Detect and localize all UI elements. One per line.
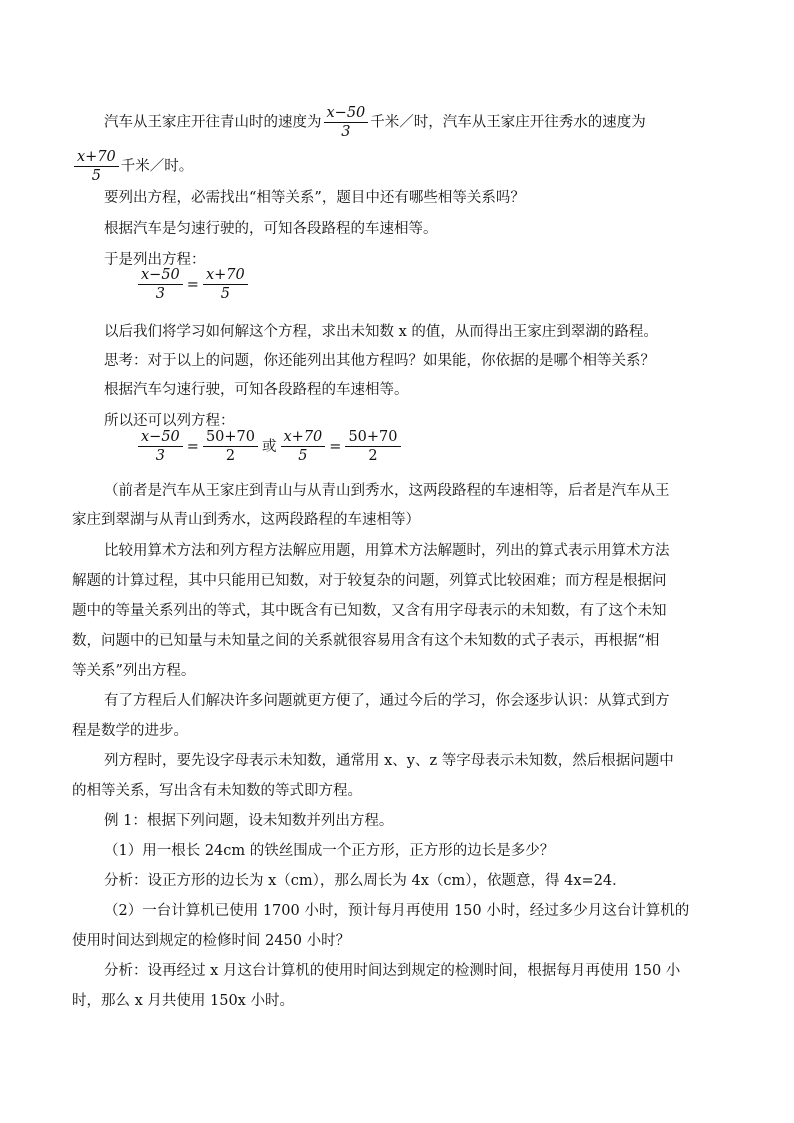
method-line-1: 列方程时，要先设字母表示未知数，通常用 x、y、z 等字母表示未知数，然后根据问题中 bbox=[104, 753, 674, 769]
example-analysis-2-line-1: 分析：设再经过 x 月这台计算机的使用时间达到规定的检测时间，根据每月再使用 150 小 bbox=[104, 963, 681, 979]
speed-text-b: 千米／时，汽车从王家庄开往秀水的速度为 bbox=[370, 114, 646, 131]
compare-line-3: 题中的等量关系列出的等式，其中既含有已知数，又含有用字母表示的未知数，有了这个未知 bbox=[72, 603, 667, 619]
eq2-equals-2: = bbox=[329, 438, 342, 455]
fraction-x-plus-70-over-5: $\frac{x+70}{5}$ bbox=[74, 148, 119, 185]
eq1-right-fraction: $\frac{x+70}{5}$ bbox=[203, 266, 248, 303]
paragraph-uniform-speed: 根据汽车是匀速行驶的，可知各段路程的车速相等。 bbox=[104, 221, 438, 237]
compare-line-4: 数，问题中的已知量与未知量之间的关系就很容易用含有这个未知数的式子表示，再根据“相 bbox=[72, 633, 660, 649]
eq1-equals: = bbox=[186, 276, 199, 293]
paragraph-think: 思考：对于以上的问题，你还能列出其他方程吗？如果能，你依据的是哪个相等关系？ bbox=[104, 353, 655, 369]
speed-text-c: 千米／时。 bbox=[120, 158, 194, 175]
method-line-2: 的相等关系，写出含有未知数的等式即方程。 bbox=[72, 783, 362, 799]
speed-line-2 bbox=[72, 148, 193, 185]
eq1-left-fraction: $\frac{x-50}{3}$ bbox=[138, 266, 183, 303]
progress-line-1: 有了方程后人们解决许多问题就更方便了，通过今后的学习，你会逐步认识：从算式到方 bbox=[104, 693, 670, 709]
example-question-2-line-1: （2）一台计算机已使用 1700 小时，预计每月再使用 150 小时，经过多少月这台计算机的 bbox=[104, 903, 690, 919]
example-heading: 例 1：根据下列问题，设未知数并列出方程。 bbox=[104, 813, 394, 829]
speed-text-a: 汽车从王家庄开往青山时的速度为 bbox=[104, 114, 322, 131]
paragraph-later-learn: 以后我们将学习如何解这个方程，求出未知数 x 的值，从而得出王家庄到翠湖的路程。 bbox=[104, 324, 658, 340]
eq2-equals-1: = bbox=[186, 438, 199, 455]
paragraph-uniform-speed-2: 根据汽车匀速行驶，可知各段路程的车速相等。 bbox=[104, 382, 409, 398]
note-line-2: 家庄到翠湖与从青山到秀水，这两段路程的车速相等） bbox=[72, 512, 420, 528]
eq2-fraction-b: $\frac{50+70}{2}$ bbox=[203, 428, 258, 465]
paragraph-equal-relation: 要列出方程，必需找出“相等关系”，题目中还有哪些相等关系吗？ bbox=[104, 190, 525, 206]
equation-2 bbox=[136, 428, 403, 465]
eq2-fraction-a: $\frac{x-50}{3}$ bbox=[138, 428, 183, 465]
example-question-2-line-2: 使用时间达到规定的检修时间 2450 小时？ bbox=[72, 933, 351, 949]
compare-line-1: 比较用算术方法和列方程方法解应用题，用算术方法解题时，列出的算式表示用算术方法 bbox=[104, 543, 670, 559]
example-analysis-1: 分析：设正方形的边长为 x（cm），那么周长为 4x（cm），依题意，得 4x=24． bbox=[104, 873, 627, 889]
fraction-x-minus-50-over-3: $\frac{x-50}{3}$ bbox=[324, 104, 369, 141]
eq2-fraction-c: $\frac{x+70}{5}$ bbox=[281, 428, 326, 465]
speed-line-1 bbox=[104, 104, 646, 141]
note-line-1: （前者是汽车从王家庄到青山与从青山到秀水，这两段路程的车速相等，后者是汽车从王 bbox=[104, 483, 670, 499]
progress-line-2: 程是数学的进步。 bbox=[72, 723, 188, 739]
paragraph-so-equation: 于是列出方程： bbox=[104, 252, 206, 268]
compare-line-2: 解题的计算过程，其中只能用已知数，对于较复杂的问题，列算式比较困难；而方程是根据问 bbox=[72, 573, 667, 589]
compare-line-5: 等关系”列出方程。 bbox=[72, 663, 196, 679]
paragraph-also-equation: 所以还可以列方程： bbox=[104, 413, 235, 429]
eq2-fraction-d: $\frac{50+70}{2}$ bbox=[345, 428, 400, 465]
example-question-1: （1）用一根长 24cm 的铁丝围成一个正方形，正方形的边长是多少？ bbox=[104, 843, 555, 859]
equation-1 bbox=[136, 266, 250, 303]
eq2-or: 或 bbox=[262, 438, 277, 455]
example-analysis-2-line-2: 时，那么 x 月共使用 150x 小时。 bbox=[72, 993, 294, 1009]
